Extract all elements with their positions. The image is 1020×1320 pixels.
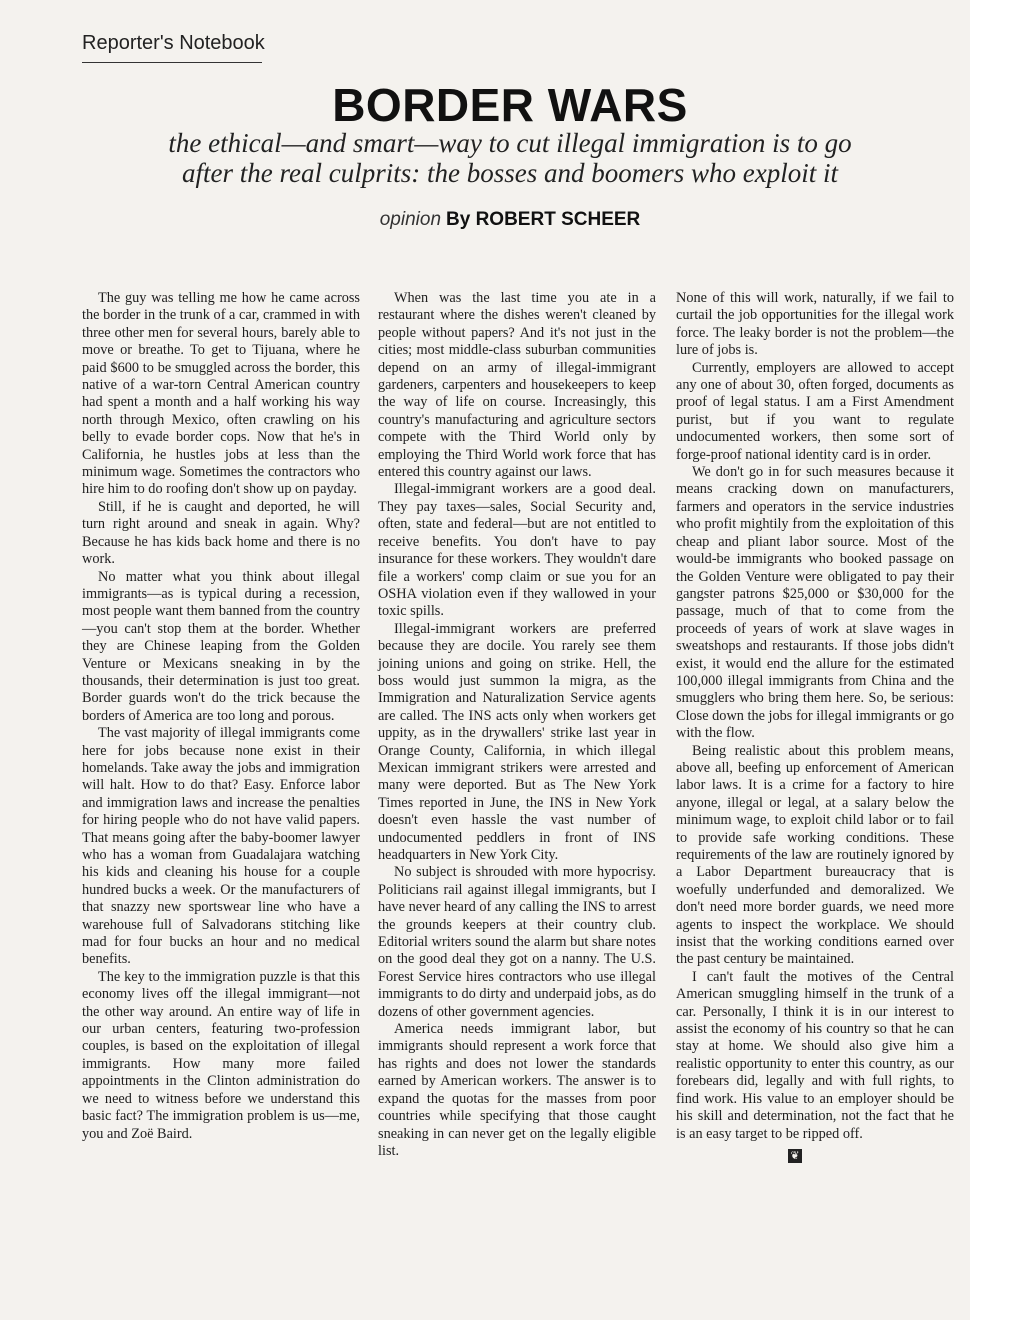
- headline: BORDER WARS: [332, 79, 688, 131]
- paragraph: Being realistic about this problem means, above all, beefing up enforcement of American labor laws. It is a crime for a factory to hire anyone, illegal or legal, at a salary below the minimum wage, to exploit child labor or to fail to provide safe working conditions. These requirements of the law are routinely ignored by a Labor Department bureaucracy that is woefully underfunded and demoralized. We don't need more border guards, we need more agents to inspect the workplace. We should insist that the working conditions earned over the past century be maintained.: [676, 742, 954, 968]
- paragraph: The key to the immigration puzzle is that this economy lives off the illegal immigrant—not the other way around. An entire way of life in our urban centers, featuring two-profession couples, is based on the exploitation of illegal immigrants. How many more failed appointments in the Clinton administration do we need to witness before we understand this basic fact? The immigration problem is us—me, you and Zoë Baird.: [82, 968, 360, 1142]
- paragraph: None of this will work, naturally, if we fail to curtail the job opportunities for the illegal work force. The leaky border is not the problem—the lure of jobs is.: [676, 290, 954, 359]
- article-column-3: [676, 290, 954, 1163]
- rabbit-head-logo-icon: ❦: [788, 1149, 802, 1163]
- byline-author: By ROBERT SCHEER: [446, 209, 641, 230]
- byline: [0, 208, 1020, 231]
- section-label: Reporter's Notebook: [82, 32, 265, 54]
- paragraph: Illegal-immigrant workers are a good deal. They pay taxes—sales, Social Security and, often, state and federal—but are not entitled to receive benefits. You don't have to pay insurance for these workers. They wouldn't dare file a workers' comp claim or sue you for an OSHA violation even if they wallowed in your toxic spills.: [378, 481, 656, 620]
- paragraph: Illegal-immigrant workers are preferred because they are docile. You rarely see them joining unions and going on strike. Hell, the boss would just summon la migra, as the Immigration and Naturalization Service agents are called. The INS acts only when workers get uppity, as in the drywallers' strike last year in Orange County, California, in which illegal Mexican immigrant strikers were arrested and many were deported. But as The New York Times reported in June, the INS in New York doesn't even hassle the vast number of undocumented peddlers in front of INS headquarters in New York City.: [378, 620, 656, 863]
- section-rule: [82, 62, 262, 63]
- article-column-2: [378, 290, 656, 1160]
- byline-kicker: opinion: [379, 209, 442, 230]
- paragraph: I can't fault the motives of the Central American smuggling himself in the trunk of a car. Personally, I think it is in our interest to assist the economy of his country so that he can stay at home. We should also give him a realistic opportunity to enter this country, as our forebears did, legally and with full rights, to find work. His value to an employer should be his skill and determination, not the fact that he is an easy target to be ripped off.: [676, 968, 954, 1142]
- article-column-1: [82, 290, 360, 1143]
- paragraph: Still, if he is caught and deported, he will turn right around and sneak in again. Why? Because he has kids back home and there is no work.: [82, 498, 360, 568]
- paragraph: America needs immigrant labor, but immigrants should represent a work force that has rights and does not lower the standards earned by American workers. The answer is to expand the quotas for the masses from poor countries while specifying that those caught sneaking in can never get on the legally eligible list.: [378, 1021, 656, 1159]
- paragraph: The guy was telling me how he came across the border in the trunk of a car, crammed in with three other men for several hours, barely able to move or breathe. To get to Tijuana, where he paid $600 to be smuggled across the border, this native of a war-torn Central American country had spent a month and a half working his way north through Mexico, often crawling on his belly to evade border cops. Now that he's in California, he hustles jobs at less than the minimum wage. Sometimes the contractors who hire him to do roofing don't show up on payday.: [82, 290, 360, 498]
- paragraph: When was the last time you ate in a restaurant where the dishes weren't cleaned by people without papers? And it's not just in the cities; most middle-class suburban communities depend on an army of illegal-immigrant gardeners, carpenters and housekeepers to keep the way of life on course. Increasingly, this country's manufacturing and agriculture sectors compete with the Third World only by employing the Third World work force that has entered this country against our laws.: [378, 290, 656, 481]
- paragraph: The vast majority of illegal immigrants come here for jobs because none exist in their homelands. Take away the jobs and immigration will halt. How to do that? Easy. Enforce labor and immigration laws and increase the penalties for hiring people who do not have valid papers. That means going after the baby-boomer lawyer who has a woman from Guadalajara watching his kids and cleaning his house for a couple hundred bucks a week. Or the manufacturers of that snazzy new sportswear line who have a warehouse full of Salvadorans stitching like mad for four bucks an hour and no medical benefits.: [82, 725, 360, 968]
- paragraph: No matter what you think about illegal immigrants—as is typical during a recession, most people want them banned from the country—you can't stop them at the border. Whether they are Chinese leaping from the Golden Venture or Mexicans sneaking in by the thousands, their determination is just too great. Border guards won't do the trick because the borders of America are too long and porous.: [82, 568, 360, 724]
- deck: the ethical—and smart—way to cut illegal immigration is to go after the real culprits: the bosses and boomers who exploit it: [168, 128, 852, 188]
- paragraph: We don't go in for such measures because it means cracking down on manufacturers, farmers and operators in the service industries who profit mightily from the exploitation of this cheap and pliant labor source. Most of the would-be immigrants who booked passage on the Golden Venture were obligated to pay their gangster patrons $25,000 or $30,000 for the passage, much of that to come from the proceeds of years of work at slave wages in sweatshops and restaurants. If those jobs didn't exist, it would end the allure for the estimated 100,000 illegal immigrants from China and the smugglers who bring them here. So, be serious: Close down the jobs for illegal immigrants or go with the flow.: [676, 464, 954, 742]
- paragraph: No subject is shrouded with more hypocrisy. Politicians rail against illegal immigrants, but I have never heard of any calling the INS to arrest the grounds keepers at their country club. Editorial writers sound the alarm but share notes on the good deal they got on a nanny. The U.S. Forest Service hires contractors who use illegal immigrants to do dirty and underpaid jobs, as do dozens of other government agencies.: [378, 864, 656, 1020]
- paragraph: Currently, employers are allowed to accept any one of about 30, often forged, documents as proof of legal status. I am a First Amendment purist, but if you want to regulate undocumented workers, then some sort of forge-proof national identity card is in order.: [676, 359, 954, 463]
